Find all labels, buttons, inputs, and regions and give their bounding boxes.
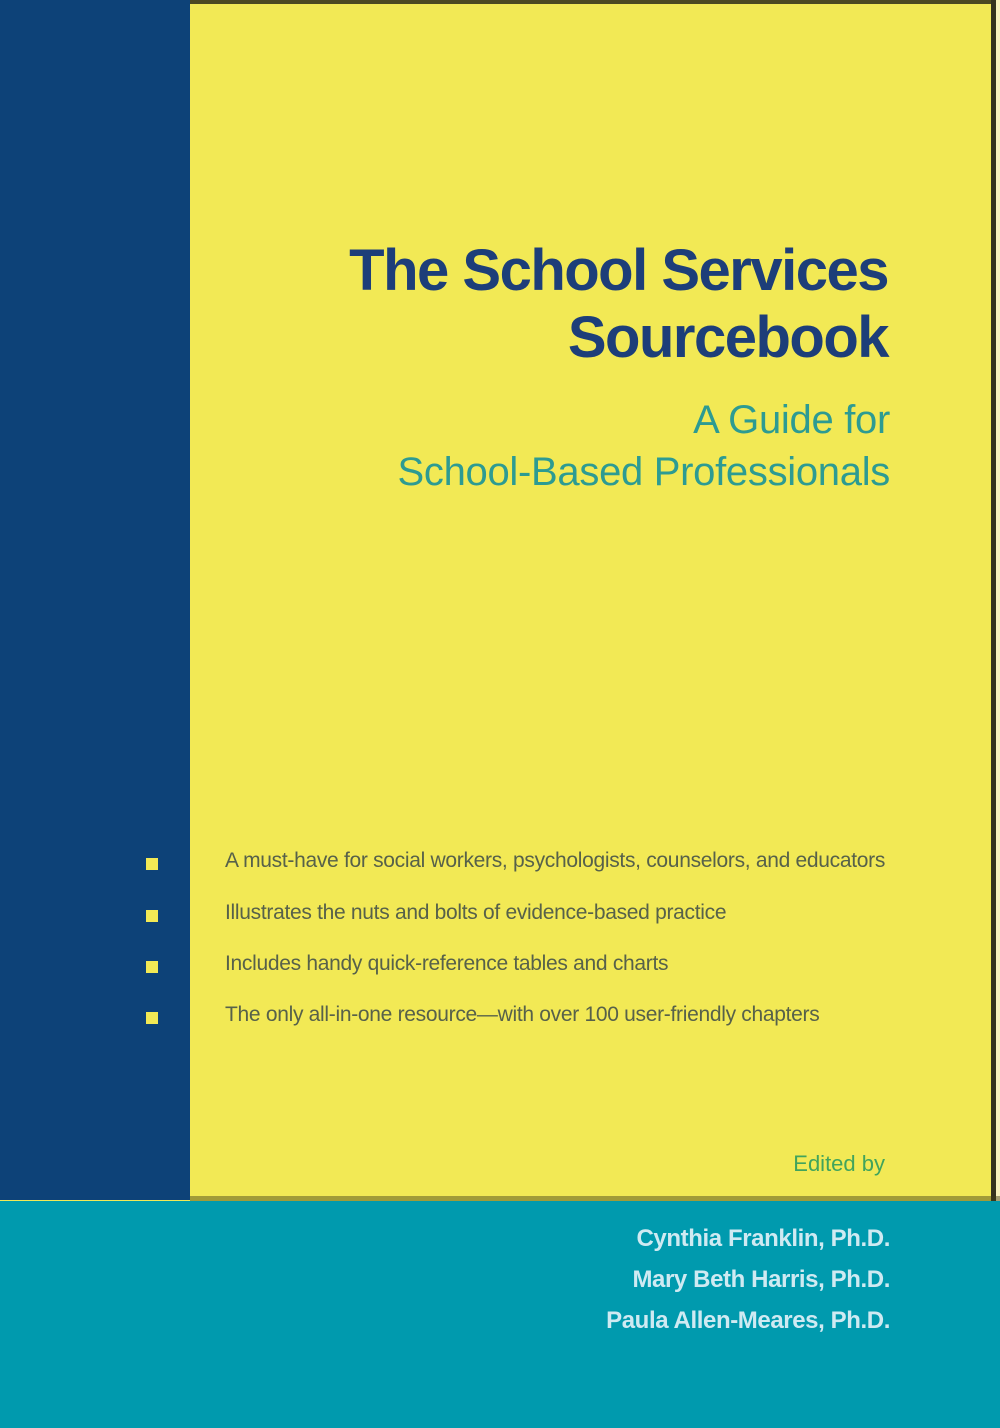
- bullet-item: [146, 950, 668, 978]
- bullet-text: Illustrates the nuts and bolts of evidence-based practice: [225, 901, 727, 924]
- bullet-square-icon: [146, 910, 158, 922]
- panel-top-edge: [190, 0, 1000, 4]
- book-subtitle-line2: School-Based Professionals: [397, 450, 890, 494]
- book-title-line2: Sourcebook: [567, 305, 888, 370]
- edited-by-label: Edited by: [793, 1151, 885, 1176]
- bullet-item: [146, 899, 726, 927]
- bullet-text: The only all-in-one resource—with over 100 user-friendly chapters: [225, 1003, 820, 1026]
- panel-right-edge-light: [996, 0, 1000, 1202]
- bullet-item: [146, 847, 885, 875]
- book-title-line1: The School Services: [349, 238, 888, 303]
- bullet-square-icon: [146, 1012, 158, 1024]
- book-title: [349, 237, 888, 371]
- bullet-square-icon: [146, 961, 158, 973]
- editor-names: [606, 1218, 890, 1341]
- book-subtitle-line1: A Guide for: [693, 398, 890, 442]
- editor-name: Paula Allen-Meares, Ph.D.: [606, 1307, 890, 1334]
- bullet-text: A must-have for social workers, psychologists, counselors, and educators: [225, 849, 886, 872]
- bullet-square-icon: [146, 858, 158, 870]
- bullet-item: [146, 1001, 819, 1029]
- bullet-text: Includes handy quick-reference tables and charts: [225, 952, 669, 975]
- book-subtitle: [398, 394, 890, 498]
- editor-name: Cynthia Franklin, Ph.D.: [636, 1225, 890, 1252]
- editor-name: Mary Beth Harris, Ph.D.: [632, 1266, 890, 1293]
